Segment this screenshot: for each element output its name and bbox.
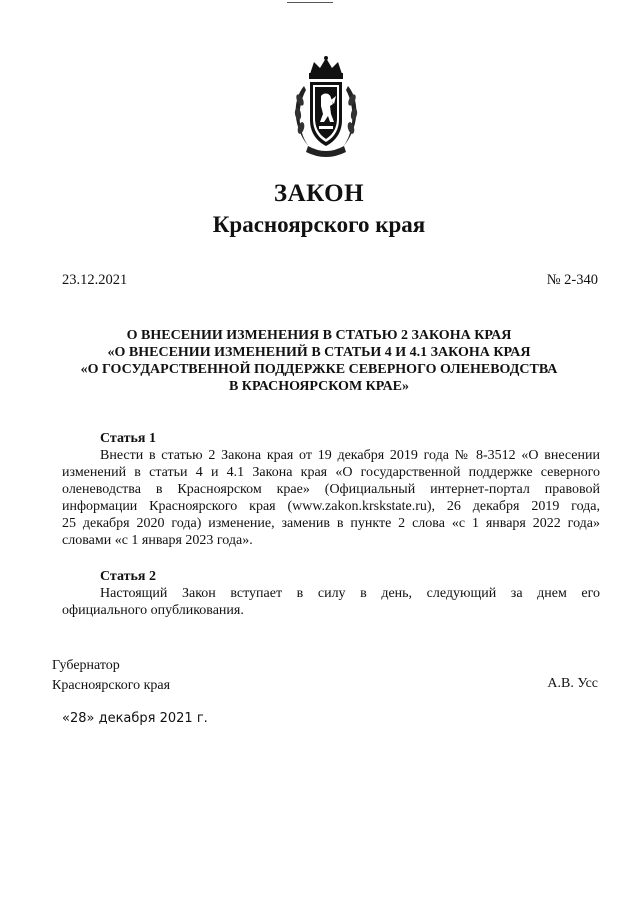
law-heading <box>40 327 598 395</box>
krasnoyarsk-krai-coat-of-arms-icon <box>288 56 364 160</box>
signatory-name: А.В. Усс <box>547 676 598 691</box>
article-1-line: 25 декабря 2020 года) изменение, заменив в пункте 2 слова «с 1 января 2022 года» <box>62 516 600 531</box>
article-1-text <box>62 447 600 549</box>
top-rule <box>287 2 333 3</box>
article-1-line: изменений в статьи 4 и 4.1 Закона края «О государственной поддержке северного <box>62 465 600 480</box>
law-number: № 2-340 <box>546 272 598 288</box>
article-1-line: оленеводства в Красноярском крае» (Официальный интернет-портал правовой <box>62 482 600 497</box>
article-2-line: официального опубликования. <box>62 603 244 618</box>
heading-line: «О ВНЕСЕНИИ ИЗМЕНЕНИЙ В СТАТЬИ 4 И 4.1 ЗАКОНА КРАЯ <box>107 345 531 360</box>
article-1-title: Статья 1 <box>100 431 156 446</box>
law-date: 23.12.2021 <box>62 272 128 288</box>
article-2-line: Настоящий Закон вступает в силу в день, следующий за днем его <box>100 586 600 601</box>
article-1-line: словами «с 1 января 2023 года». <box>62 533 253 548</box>
region-subtitle: Красноярского края <box>212 212 426 237</box>
position-line: Красноярского края <box>52 678 171 693</box>
article-1-line: информации Красноярского края (www.zakon.krskstate.ru), 26 декабря 2019 года, <box>62 499 600 514</box>
signing-date: «28» декабря 2021 г. <box>62 711 208 726</box>
position-line: Губернатор <box>52 658 120 673</box>
article-1-line: Внести в статью 2 Закона края от 19 декабря 2019 года № 8-3512 «О внесении <box>100 448 600 463</box>
article-2-text <box>62 585 600 619</box>
heading-line: В КРАСНОЯРСКОМ КРАЕ» <box>228 379 410 394</box>
signatory-position <box>52 656 170 696</box>
document-type-title: ЗАКОН <box>273 180 365 207</box>
article-2-title: Статья 2 <box>100 569 156 584</box>
heading-line: «О ГОСУДАРСТВЕННОЙ ПОДДЕРЖКЕ СЕВЕРНОГО ОЛЕНЕВОДСТВА <box>80 362 558 377</box>
heading-line: О ВНЕСЕНИИ ИЗМЕНЕНИЯ В СТАТЬЮ 2 ЗАКОНА КРАЯ <box>126 328 512 343</box>
